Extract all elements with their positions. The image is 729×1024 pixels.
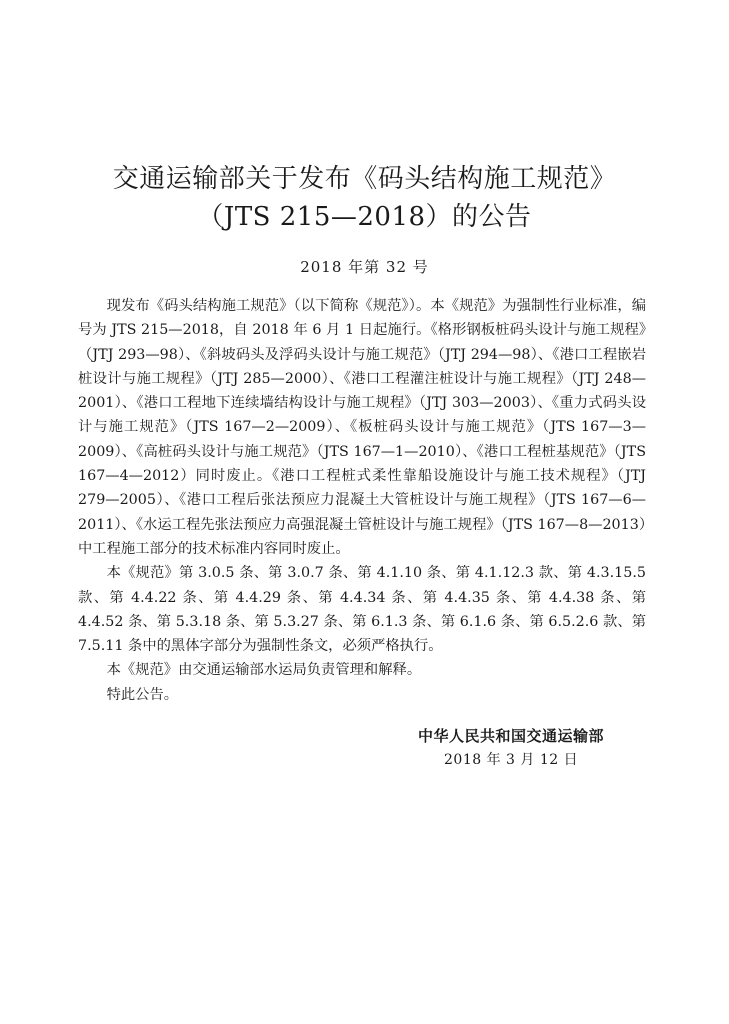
body-paragraph-2: 本《规范》第 3.0.5 条、第 3.0.7 条、第 4.1.10 条、第 4.1.12.3 款、第 4.3.15.5 款、第 4.4.22 条、第 4.4.29 条、第 4.4.34 条、第 4.4.35 条、第 4.4.38 条、第 4.4.52 条、第 5.3.18 条、第 5.3.27 条、第 6.1.3 条、第 6.1.6 条、第 6.5.2.6 款、第 7.5.11 条中的黑体字部分为强制性条文，必须严格执行。 [78, 565, 646, 655]
body-paragraph-4: 特此公告。 [106, 686, 179, 703]
document-number: 2018 年第 32 号 [300, 258, 429, 276]
announcement-body [78, 294, 646, 707]
signature-organization: 中华人民共和国交通运输部 [418, 727, 605, 745]
body-paragraph-1: 现发布《码头结构施工规范》（以下简称《规范》）。本《规范》为强制性行业标准，编号为 JTS 215—2018，自 2018 年 6 月 1 日起施行。《格形钢板桩码头设计与施工规程》（JTJ 293—98）、《斜坡码头及浮码头设计与施工规范》（JTJ 294—98）、《港口工程嵌岩桩设计与施工规程》（JTJ 285—2000）、《港口工程灌注桩设计与施工规程》（JTJ 248—2001）、《港口工程地下连续墙结构设计与施工规程》（JTJ 303—2003）、《重力式码头设计与施工规范》（JTS 167—2—2009）、《板桩码头设计与施工规范》（JTS 167—3—2009）、《高桩码头设计与施工规范》（JTS 167—1—2010）、《港口工程桩基规范》（JTS 167—4—2012）同时废止。《港口工程桩式柔性靠船设施设计与施工技术规程》（JTJ 279—2005）、《港口工程后张法预应力混凝土大管桩设计与施工规程》（JTS 167—6—2011）、《水运工程先张法预应力高强混凝土管桩设计与施工规程》（JTS 167—8—2013）中工程施工部分的技术标准内容同时废止。 [78, 298, 646, 557]
body-paragraph-3: 本《规范》由交通运输部水运局负责管理和解释。 [106, 662, 422, 679]
announcement-title-line2: （JTS 215—2018）的公告 [197, 202, 532, 232]
signature-date: 2018 年 3 月 12 日 [444, 752, 579, 768]
announcement-title-line1: 交通运输部关于发布《码头结构施工规范》 [112, 164, 617, 194]
